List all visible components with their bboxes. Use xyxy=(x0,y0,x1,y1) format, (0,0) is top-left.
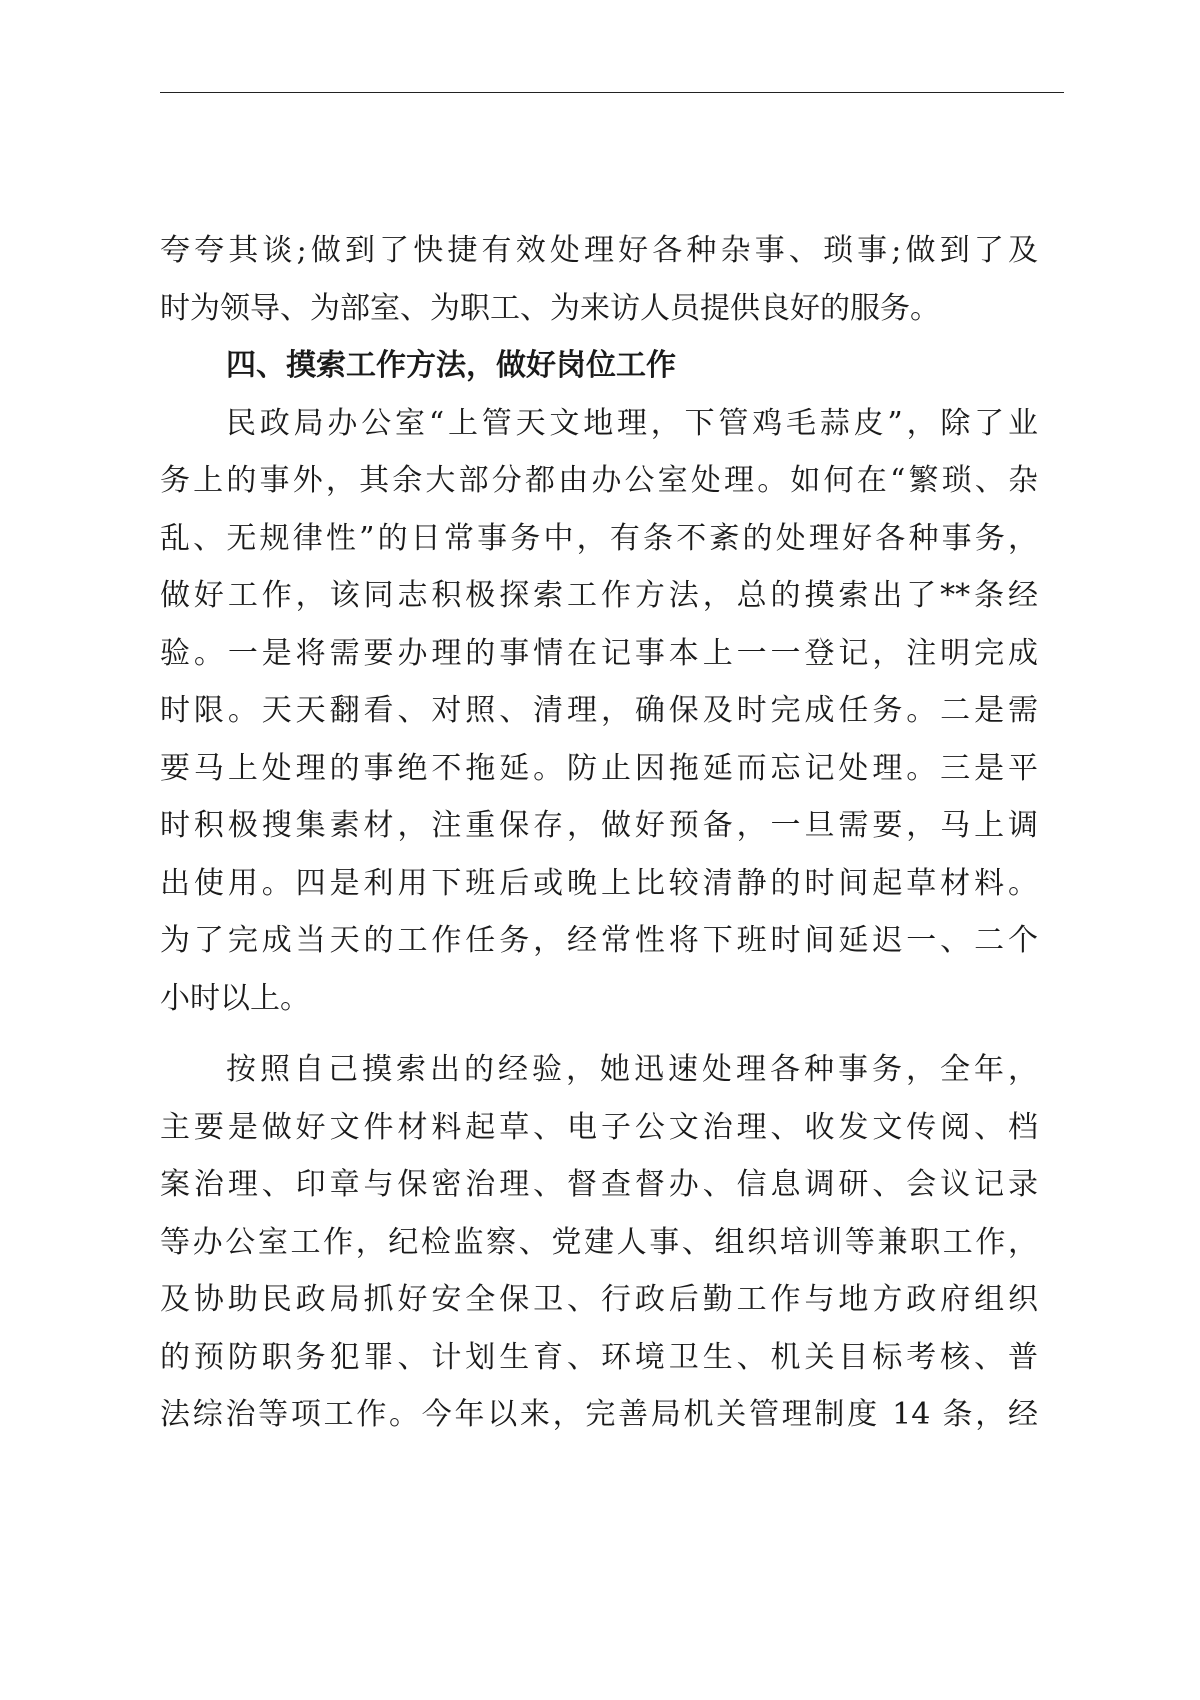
text-line: 出使用。四是利用下班后或晚上比较清静的时间起草材料。 xyxy=(160,865,1038,901)
text-line: 为了完成当天的工作任务，经常性将下班时间延迟一、二个 xyxy=(160,923,1038,958)
text-line: 按照自己摸索出的经验，她迅速处理各种事务，全年， xyxy=(226,1052,1038,1087)
text-line: 民政局办公室“上管天文地理，下管鸡毛蒜皮”，除了业 xyxy=(226,405,1038,441)
text-line: 验。一是将需要办理的事情在记事本上一一登记，注明完成 xyxy=(160,635,1038,671)
text-line: 乱、无规律性”的日常事务中，有条不紊的处理好各种事务， xyxy=(160,520,1038,556)
text-line: 做好工作，该同志积极探索工作方法，总的摸索出了**条经 xyxy=(160,578,1038,613)
text-line: 时积极搜集素材，注重保存，做好预备，一旦需要，马上调 xyxy=(160,808,1038,843)
header-rule xyxy=(160,92,1064,93)
text-line: 务上的事外，其余大部分都由办公室处理。如何在“繁琐、杂 xyxy=(160,463,1038,498)
text-line: 法综治等项工作。今年以来，完善局机关管理制度 14 条，经 xyxy=(160,1397,1038,1432)
text-line: 主要是做好文件材料起草、电子公文治理、收发文传阅、档 xyxy=(160,1109,1038,1145)
text-line: 时为领导、为部室、为职工、为来访人员提供良好的服务。 xyxy=(160,290,940,326)
text-line: 及协助民政局抓好安全保卫、行政后勤工作与地方政府组织 xyxy=(160,1282,1038,1317)
document-body xyxy=(160,222,1038,1444)
text-line: 时限。天天翻看、对照、清理，确保及时完成任务。二是需 xyxy=(160,693,1038,728)
text-line: 要马上处理的事绝不拖延。防止因拖延而忘记处理。三是平 xyxy=(160,750,1038,786)
text-line: 小时以上。 xyxy=(160,980,310,1016)
section-heading: 四、摸索工作方法，做好岗位工作 xyxy=(226,348,676,383)
text-line: 夸夸其谈;做到了快捷有效处理好各种杂事、琐事;做到了及 xyxy=(160,233,1038,268)
text-line: 等办公室工作，纪检监察、党建人事、组织培训等兼职工作， xyxy=(160,1224,1038,1260)
text-line: 案治理、印章与保密治理、督查督办、信息调研、会议记录 xyxy=(160,1167,1038,1202)
text-line: 的预防职务犯罪、计划生育、环境卫生、机关目标考核、普 xyxy=(160,1339,1038,1375)
paragraph-gap xyxy=(160,1027,1038,1041)
